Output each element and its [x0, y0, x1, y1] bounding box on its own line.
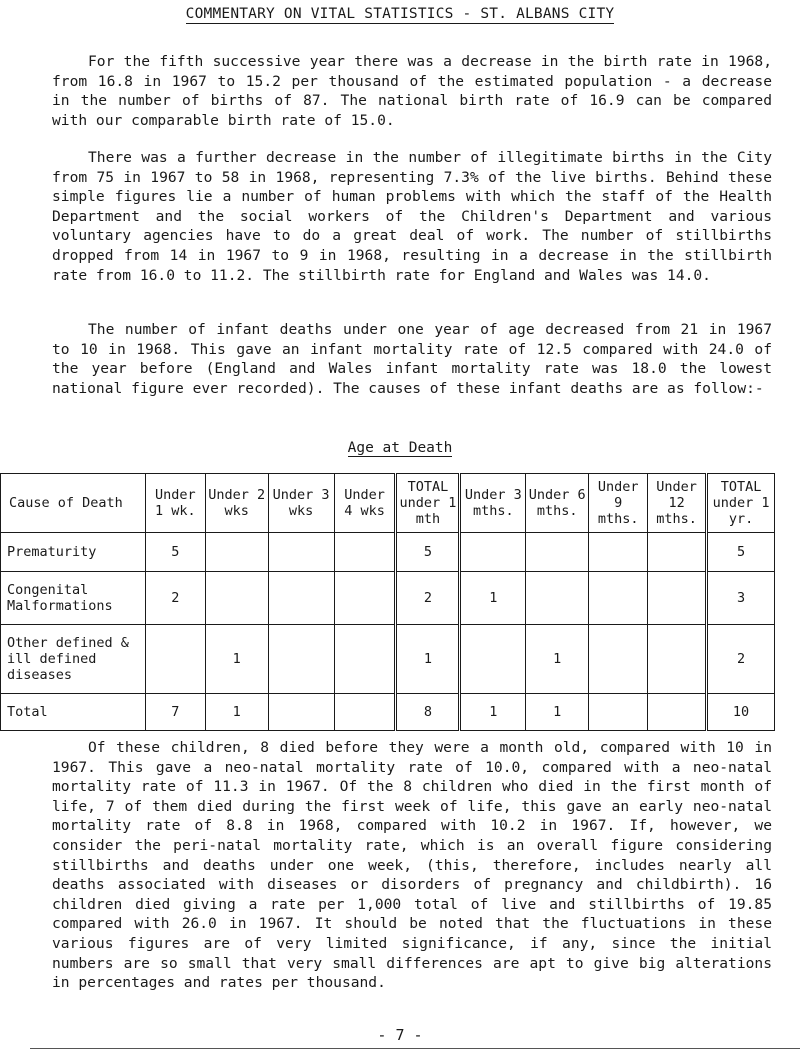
row-cause: Prematurity	[1, 533, 146, 572]
row-cause: Other defined & ill defined diseases	[1, 625, 146, 694]
table-cell: 1	[460, 694, 526, 731]
paragraph-birth-rate: For the fifth successive year there was a decrease in the birth rate in 1968, from 16.8 in 1967 to 15.2 per thousand of the estimated population - a decrease in the number of births of 87. The national birth rate of 16.9 can be compared with our comparable birth rate of 15.0.	[52, 53, 772, 129]
table-cell	[334, 694, 396, 731]
table-cell: 2	[145, 572, 205, 625]
table-cell	[268, 533, 334, 572]
table-cell	[145, 625, 205, 694]
table-cell: 8	[396, 694, 460, 731]
page-bottom-rule	[30, 1048, 800, 1049]
row-cause: Total	[1, 694, 146, 731]
header-under-3-wks: Under 3 wks	[268, 474, 334, 533]
header-under-1-wk: Under 1 wk.	[145, 474, 205, 533]
table-cell: 1	[205, 694, 268, 731]
table-cell	[268, 572, 334, 625]
table-cell	[589, 572, 648, 625]
table-cell	[334, 572, 396, 625]
table-cell	[334, 533, 396, 572]
table-cell	[526, 533, 589, 572]
table-cell	[589, 694, 648, 731]
page-number: - 7 -	[377, 1026, 423, 1044]
table-cell: 10	[707, 694, 775, 731]
table-cell: 7	[145, 694, 205, 731]
table-cell	[268, 694, 334, 731]
table-cell	[589, 533, 648, 572]
table-cell	[334, 625, 396, 694]
table-cell	[268, 625, 334, 694]
table-row	[1, 533, 775, 572]
table-cell: 5	[396, 533, 460, 572]
table-cell	[460, 533, 526, 572]
paragraph-infant-deaths: The number of infant deaths under one year of age decreased from 21 in 1967 to 10 in 1968. This gave an infant mortality rate of 12.5 compared with 24.0 of the year before (England and Wales infant mortality rate was 18.0 the lowest national figure ever recorded). The causes of these infant deaths are as follow:-	[52, 321, 772, 397]
table-header-row	[1, 474, 775, 533]
table-row	[1, 572, 775, 625]
table-cell: 1	[396, 625, 460, 694]
header-under-6-mths: Under 6 mths.	[526, 474, 589, 533]
header-total-under-1-mth: TOTAL under 1 mth	[396, 474, 460, 533]
table-cell	[648, 694, 707, 731]
table-row	[1, 625, 775, 694]
table-cell	[526, 572, 589, 625]
paragraph-neonatal: Of these children, 8 died before they were a month old, compared with 10 in 1967. This gave a neo-natal mortality rate of 10.0, compared with a neo-natal mortality rate of 11.3 in 1967. Of the 8 children who died in the first month of life, 7 of them died during the first week of life, this gave an early neo-natal mortality rate of 8.8 in 1968, compared with 10.2 in 1967. If, however, we consider the peri-natal mortality rate, which is an overall figure considering stillbirths and deaths under one week, (this, therefore, includes nearly all deaths associated with diseases or disorders of pregnancy and childbirth). 16 children died giving a rate per 1,000 total of live and stillbirths of 19.85 compared with 26.0 in 1967. It should be noted that the fluctuations in these various figures are of very limited significance, if any, since the initial numbers are so small that very small differences are apt to give big alterations in percentages and rates per thousand.	[52, 739, 772, 992]
header-under-4-wks: Under 4 wks	[334, 474, 396, 533]
table-cell	[589, 625, 648, 694]
table-cell	[648, 533, 707, 572]
table-row-total	[1, 694, 775, 731]
header-total-under-1-yr: TOTAL under 1 yr.	[707, 474, 775, 533]
table-cell: 3	[707, 572, 775, 625]
row-cause: Congenital Malformations	[1, 572, 146, 625]
page-title: COMMENTARY ON VITAL STATISTICS - ST. ALBANS CITY	[185, 6, 615, 22]
table-subheading: Age at Death	[347, 440, 453, 456]
infant-deaths-table	[0, 473, 775, 731]
header-under-2-wks: Under 2 wks	[205, 474, 268, 533]
table-cell: 2	[707, 625, 775, 694]
table-cell: 5	[145, 533, 205, 572]
paragraph-illegitimate-births: There was a further decrease in the number of illegitimate births in the City from 75 in 1967 to 58 in 1968, representing 7.3% of the live births. Behind these simple figures lie a number of human problems with which the staff of the Health Department and the social workers of the Children's Department and various voluntary agencies have to do a great deal of work. The number of stillbirths dropped from 14 in 1967 to 9 in 1968, resulting in a decrease in the stillbirth rate from 16.0 to 11.2. The stillbirth rate for England and Wales was 14.0.	[52, 149, 772, 284]
header-under-12-mths: Under 12 mths.	[648, 474, 707, 533]
table-cell	[648, 625, 707, 694]
table-cell	[205, 572, 268, 625]
table-cell	[205, 533, 268, 572]
table-cell: 1	[460, 572, 526, 625]
table-cell: 5	[707, 533, 775, 572]
table-cell: 1	[205, 625, 268, 694]
table-cell: 1	[526, 625, 589, 694]
table-cell	[648, 572, 707, 625]
header-under-9-mths: Under 9 mths.	[589, 474, 648, 533]
table-cell	[460, 625, 526, 694]
header-cause: Cause of Death	[1, 474, 146, 533]
header-under-3-mths: Under 3 mths.	[460, 474, 526, 533]
table-cell: 2	[396, 572, 460, 625]
table-cell: 1	[526, 694, 589, 731]
